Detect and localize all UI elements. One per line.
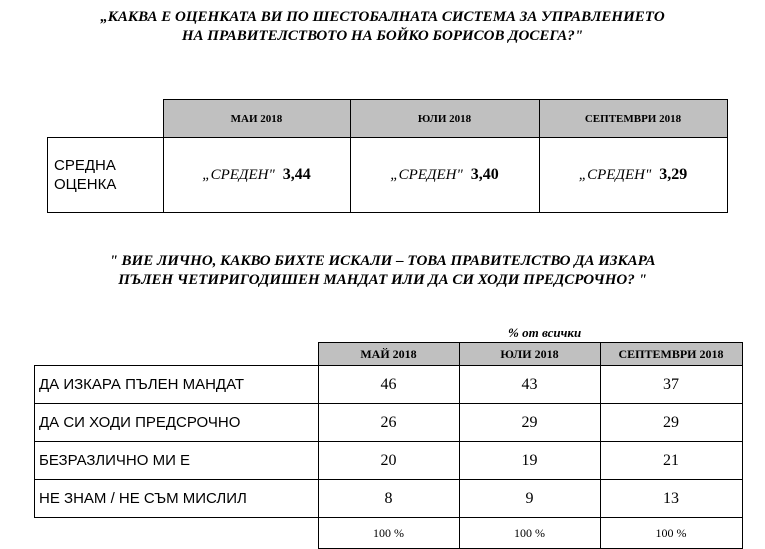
rating-label: „СРЕДЕН" xyxy=(202,167,275,183)
rating-row-label-line1: СРЕДНА xyxy=(54,157,116,174)
rating-row-label-line2: ОЦЕНКА xyxy=(54,176,117,193)
cell-may: 8 xyxy=(318,480,459,518)
mandate-table xyxy=(34,342,743,549)
question1-line2: НА ПРАВИТЕЛСТВОТО НА БОЙКО БОРИСОВ ДОСЕГА?" xyxy=(181,28,584,44)
table-row xyxy=(35,442,743,480)
cell-may: 20 xyxy=(318,442,459,480)
question2-title xyxy=(0,252,765,290)
rating-header-september: СЕПТЕМВРИ 2018 xyxy=(539,100,727,138)
rating-value: 3,29 xyxy=(659,166,688,183)
rating-cell-july xyxy=(350,138,539,213)
rating-table-header-row xyxy=(48,100,728,138)
row-label: ДА ИЗКАРА ПЪЛЕН МАНДАТ xyxy=(35,366,319,404)
mandate-header-may: МАЙ 2018 xyxy=(318,343,459,366)
rating-cell-may xyxy=(163,138,350,213)
total-july: 100 % xyxy=(459,518,600,549)
cell-september: 37 xyxy=(600,366,742,404)
totals-corner xyxy=(35,518,319,549)
cell-september: 29 xyxy=(600,404,742,442)
row-label: ДА СИ ХОДИ ПРЕДСРОЧНО xyxy=(35,404,319,442)
rating-value: 3,40 xyxy=(470,166,499,183)
mandate-header-row xyxy=(35,343,743,366)
table-row xyxy=(35,404,743,442)
cell-july: 19 xyxy=(459,442,600,480)
table-row xyxy=(35,366,743,404)
rating-value: 3,44 xyxy=(282,166,311,183)
cell-july: 43 xyxy=(459,366,600,404)
question2-line1: " ВИЕ ЛИЧНО, КАКВО БИХТЕ ИСКАЛИ – ТОВА ПРАВИТЕЛСТВО ДА ИЗКАРА xyxy=(109,253,656,269)
rating-row-label xyxy=(48,138,164,213)
rating-label: „СРЕДЕН" xyxy=(578,167,652,183)
question1-title xyxy=(0,8,765,46)
cell-september: 13 xyxy=(600,480,742,518)
rating-header-july: ЮЛИ 2018 xyxy=(350,100,539,138)
cell-may: 26 xyxy=(318,404,459,442)
question2-line2: ПЪЛЕН ЧЕТИРИГОДИШЕН МАНДАТ ИЛИ ДА СИ ХОДИ ПРЕДСРОЧНО? " xyxy=(118,272,647,288)
mandate-header-september: СЕПТЕМВРИ 2018 xyxy=(600,343,742,366)
cell-july: 29 xyxy=(459,404,600,442)
row-label: БЕЗРАЗЛИЧНО МИ Е xyxy=(35,442,319,480)
rating-table-corner xyxy=(48,100,164,138)
cell-september: 21 xyxy=(600,442,742,480)
cell-may: 46 xyxy=(318,366,459,404)
rating-label: „СРЕДЕН" xyxy=(390,167,463,183)
total-may: 100 % xyxy=(318,518,459,549)
cell-july: 9 xyxy=(459,480,600,518)
rating-cell-september xyxy=(539,138,727,213)
percent-note: % от всички xyxy=(508,325,582,340)
table-row xyxy=(35,480,743,518)
mandate-header-july: ЮЛИ 2018 xyxy=(459,343,600,366)
totals-row xyxy=(35,518,743,549)
question1-line1: „КАКВА Е ОЦЕНКАТА ВИ ПО ШЕСТОБАЛНАТА СИСТЕМА ЗА УПРАВЛЕНИЕТО xyxy=(100,9,665,25)
rating-table-row xyxy=(48,138,728,213)
mandate-corner xyxy=(35,343,319,366)
total-september: 100 % xyxy=(600,518,742,549)
rating-header-may: МАИ 2018 xyxy=(163,100,350,138)
row-label: НЕ ЗНАМ / НЕ СЪМ МИСЛИЛ xyxy=(35,480,319,518)
rating-table xyxy=(47,99,728,213)
